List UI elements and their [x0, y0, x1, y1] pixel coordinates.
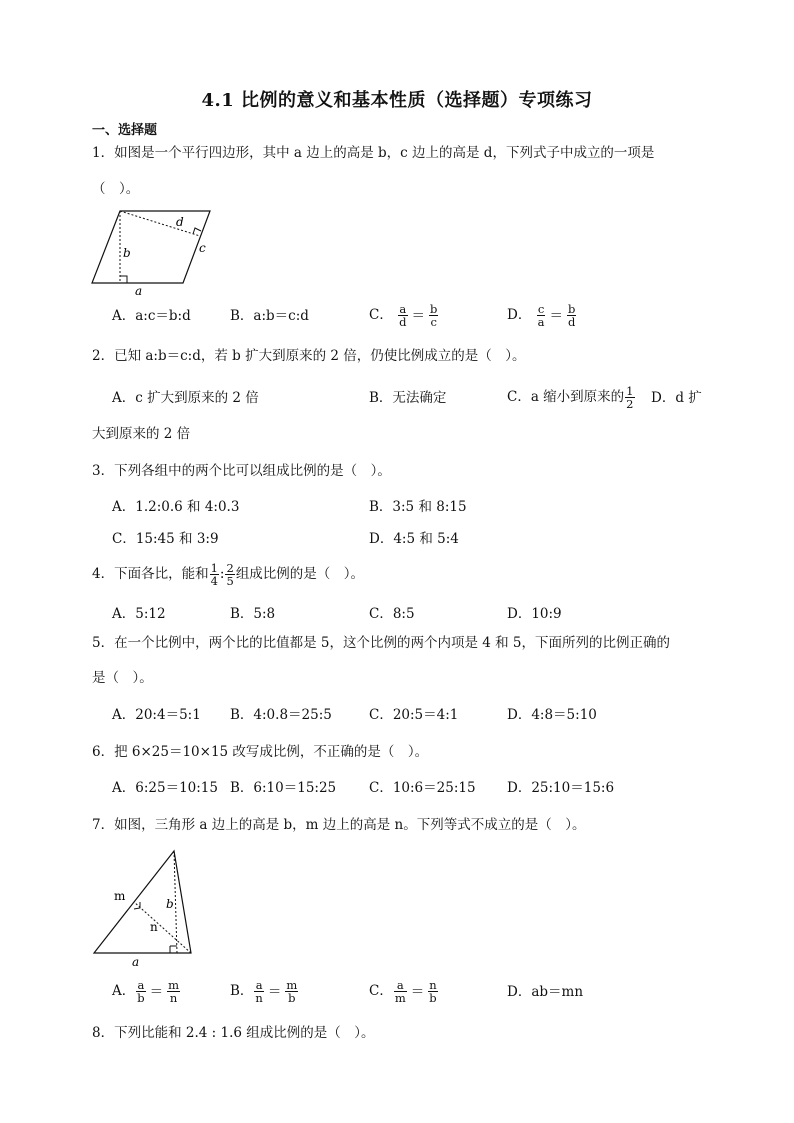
q2-option-d[interactable]: D．d 扩	[651, 390, 702, 406]
page-title: 4.1 比例的意义和基本性质（选择题）专项练习	[201, 90, 593, 111]
q3-stem: 3．下列各组中的两个比可以组成比例的是（ ）。	[92, 463, 391, 479]
label-a: a	[135, 284, 143, 297]
section-heading: 一、选择题	[92, 123, 158, 138]
fraction: $\frac{a}{d}$	[399, 302, 407, 329]
q5-option-d[interactable]: D．4:8＝5:10	[507, 707, 597, 723]
q7-option-a[interactable]: A． $\frac{a}{b}$ ＝ $\frac{m}{n}$	[112, 978, 180, 1005]
fraction: $\frac{n}{b}$	[429, 978, 437, 1005]
fraction: $\frac{1}{2}$	[626, 384, 634, 411]
q1-option-a[interactable]: A．a:c＝b:d	[112, 308, 191, 324]
label-c: c	[199, 241, 206, 255]
label-b: b	[123, 246, 131, 260]
q6-option-d[interactable]: D．25:10＝15:6	[507, 780, 615, 796]
q2-stem: 2．已知 a:b＝c:d，若 b 扩大到原来的 2 倍，仍使比例成立的是（ ）。	[92, 348, 526, 364]
triangle-shape	[94, 851, 191, 953]
q5-option-c[interactable]: C．20:5＝4:1	[369, 707, 459, 723]
q3-option-c[interactable]: C．15:45 和 3:9	[112, 531, 219, 547]
label-d: d	[176, 215, 184, 229]
q2-option-d-continued: 大到原来的 2 倍	[92, 426, 191, 442]
q6-option-c[interactable]: C．10:6＝25:15	[369, 780, 476, 796]
q5-stem-line2: 是（ ）。	[92, 670, 153, 686]
fraction: $\frac{a}{b}$	[137, 978, 145, 1005]
q5-option-b[interactable]: B．4:0.8＝25:5	[230, 707, 332, 723]
label-b: b	[166, 897, 174, 911]
q2-option-c[interactable]: C．a 缩小到原来的 $\frac{1}{2}$	[507, 384, 634, 411]
q4-option-d[interactable]: D．10:9	[507, 606, 562, 622]
q5-stem-line1: 5．在一个比例中，两个比的比值都是 5，这个比例的两个内项是 4 和 5，下面所列的比例正确的	[92, 635, 671, 651]
q7-option-d[interactable]: D．ab＝mn	[507, 984, 584, 1000]
fraction: $\frac{a}{n}$	[255, 978, 263, 1005]
q4-stem: 4．下面各比，能和 $\frac{1}{4}$ : $\frac{2}{5}$ 组成比例的是（ ）。	[92, 561, 365, 588]
q8-stem: 8．下列比能和 2.4 : 1.6 组成比例的是（ ）。	[92, 1025, 375, 1041]
label-m: m	[114, 889, 126, 903]
fraction: $\frac{m}{b}$	[286, 978, 298, 1005]
q1-option-c[interactable]: C． $\frac{a}{d}$ ＝ $\frac{b}{c}$	[369, 302, 438, 329]
q4-option-b[interactable]: B．5:8	[230, 606, 276, 622]
q2-option-b[interactable]: B．无法确定	[369, 390, 447, 406]
fraction: $\frac{a}{m}$	[394, 978, 406, 1005]
q1-option-d[interactable]: D． $\frac{c}{a}$ ＝ $\frac{b}{d}$	[507, 302, 576, 329]
q7-option-c[interactable]: C． $\frac{a}{m}$ ＝ $\frac{n}{b}$	[369, 978, 437, 1005]
triangle-figure	[90, 846, 230, 968]
q3-option-a[interactable]: A．1.2:0.6 和 4:0.3	[112, 499, 240, 515]
parallelogram-shape	[92, 211, 210, 283]
right-angle-mark-b	[120, 276, 127, 283]
option-label: C．	[369, 307, 393, 323]
fraction: $\frac{m}{n}$	[168, 978, 180, 1005]
fraction: $\frac{b}{d}$	[567, 302, 576, 329]
q3-option-d[interactable]: D．4:5 和 5:4	[369, 531, 459, 547]
q7-stem: 7．如图，三角形 a 边上的高是 b，m 边上的高是 n。下列等式不成立的是（ ）。	[92, 817, 586, 833]
q1-stem-line1: 1．如图是一个平行四边形，其中 a 边上的高是 b，c 边上的高是 d，下列式子中成立的一项是	[92, 145, 655, 161]
q5-option-a[interactable]: A．20:4＝5:1	[112, 707, 201, 723]
q3-option-b[interactable]: B．3:5 和 8:15	[369, 499, 467, 515]
height-n-line	[134, 902, 191, 953]
right-angle-mark-d	[193, 228, 201, 234]
fraction: $\frac{1}{4}$	[210, 561, 218, 588]
fraction: $\frac{2}{5}$	[226, 561, 234, 588]
q2-option-a[interactable]: A．c 扩大到原来的 2 倍	[112, 390, 259, 406]
q6-stem: 6．把 6×25＝10×15 改写成比例，不正确的是（ ）。	[92, 744, 429, 760]
label-n: n	[150, 920, 158, 934]
q4-option-c[interactable]: C．8:5	[369, 606, 415, 622]
label-a: a	[132, 955, 140, 968]
right-angle-mark-n	[134, 902, 140, 909]
q4-option-a[interactable]: A．5:12	[112, 606, 166, 622]
q1-option-b[interactable]: B．a:b＝c:d	[230, 308, 309, 324]
q1-stem-line2: （ ）。	[92, 181, 140, 197]
height-d-line	[120, 211, 200, 236]
option-label: D．	[507, 307, 532, 323]
q7-option-b[interactable]: B． $\frac{a}{n}$ ＝ $\frac{m}{b}$	[230, 978, 298, 1005]
q6-option-a[interactable]: A．6:25＝10:15	[112, 780, 218, 796]
parallelogram-figure	[88, 205, 216, 297]
fraction: $\frac{c}{a}$	[537, 302, 545, 329]
fraction: $\frac{b}{c}$	[430, 302, 438, 329]
q6-option-b[interactable]: B．6:10＝15:25	[230, 780, 337, 796]
